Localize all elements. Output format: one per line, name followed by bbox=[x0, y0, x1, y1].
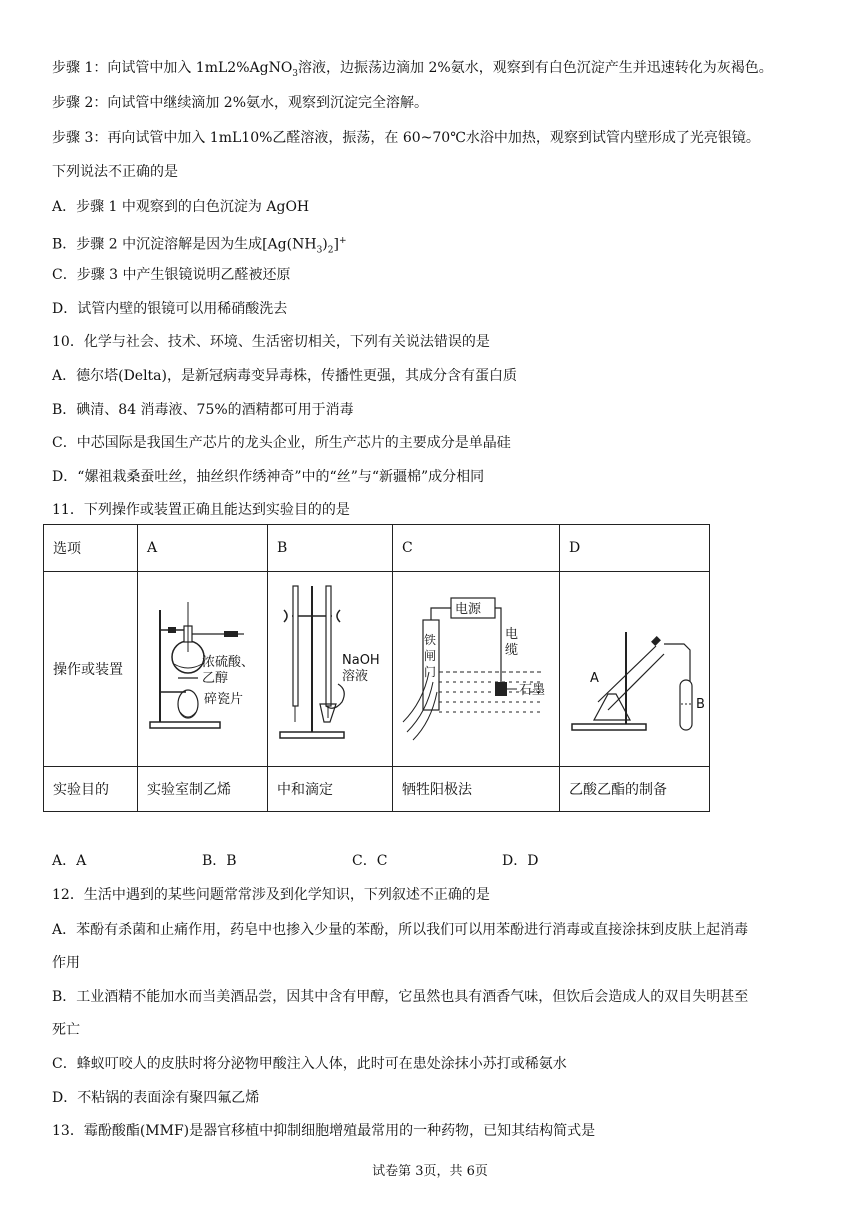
figure-d-cell bbox=[560, 572, 710, 767]
figure-b-cell bbox=[268, 572, 393, 767]
purpose-cell: 牺牲阳极法 bbox=[393, 767, 560, 812]
q12-stem: 12．生活中遇到的某些问题常常涉及到化学知识，下列叙述不正确的是 bbox=[52, 887, 490, 903]
titration-figure bbox=[268, 572, 392, 762]
label-solution: 溶液 bbox=[342, 669, 369, 684]
q9-option-a: A．步骤 1 中观察到的白色沉淀为 AgOH bbox=[52, 199, 310, 215]
header-cell: D bbox=[560, 525, 710, 572]
label-iron-2: 闸 bbox=[424, 649, 437, 663]
figure-c-cell bbox=[393, 572, 560, 767]
q11-table bbox=[43, 524, 710, 812]
q12-option-d: D．不粘锅的表面涂有聚四氟乙烯 bbox=[52, 1090, 260, 1106]
row-label: 操作或装置 bbox=[44, 572, 138, 767]
q12-option-a: A．苯酚有杀菌和止痛作用，药皂中也掺入少量的苯酚，所以我们可以用苯酚进行消毒或直接涂抹到皮肤上起消毒 bbox=[52, 922, 749, 938]
q13-stem: 13．霉酚酸酯(MMF)是器官移植中抑制细胞增殖最常用的一种药物，已知其结构简式是 bbox=[52, 1123, 596, 1139]
q12-option-a-cont: 作用 bbox=[52, 955, 80, 971]
label-cable-1: 电 bbox=[505, 627, 519, 642]
q11-answer-d: D．D bbox=[502, 853, 539, 869]
q9-option-d: D．试管内壁的银镜可以用稀硝酸洗去 bbox=[52, 301, 288, 317]
label-power-source: 电源 bbox=[455, 602, 482, 617]
header-cell: A bbox=[138, 525, 268, 572]
q11-answer-b: B．B bbox=[202, 853, 237, 869]
q10-option-c: C．中芯国际是我国生产芯片的龙头企业，所生产芯片的主要成分是单晶硅 bbox=[52, 435, 511, 451]
step-1: 步骤 1：向试管中加入 1mL2%AgNO$_3$溶液，边振荡边滴加 2%氨水，观察到有白色沉淀产生并迅速转化为灰褐色。 bbox=[52, 60, 773, 79]
step-2: 步骤 2：向试管中继续滴加 2%氨水，观察到沉淀完全溶解。 bbox=[52, 95, 429, 111]
page-footer: 试卷第 3页，共 6页 bbox=[372, 1164, 488, 1179]
q12-option-b-cont: 死亡 bbox=[52, 1022, 80, 1038]
label-concentrated-acid: 浓硫酸、 bbox=[202, 655, 255, 670]
purpose-cell: 实验室制乙烯 bbox=[138, 767, 268, 812]
header-cell: B bbox=[268, 525, 393, 572]
label-ethanol: 乙醇 bbox=[202, 671, 229, 686]
label-cable-2: 缆 bbox=[505, 643, 519, 658]
q12-option-b: B．工业酒精不能加水而当美酒品尝，因其中含有甲醇，它虽然也具有酒香气味，但饮后会造成人的双目失明甚至 bbox=[52, 989, 749, 1005]
header-cell: 选项 bbox=[44, 525, 138, 572]
q10-option-a: A．德尔塔(Delta)，是新冠病毒变异毒株，传播性更强，其成分含有蛋白质 bbox=[52, 368, 517, 384]
label-naoh: NaOH bbox=[342, 653, 380, 668]
q10-stem: 10．化学与社会、技术、环境、生活密切相关，下列有关说法错误的是 bbox=[52, 334, 490, 350]
q10-option-d: D．“嫘祖栽桑蚕吐丝，抽丝织作绣神奇”中的“丝”与“新疆棉”成分相同 bbox=[52, 469, 485, 485]
q9-option-b: B．步骤 2 中沉淀溶解是因为生成$[Ag(NH_3)_2]^+$ bbox=[52, 236, 347, 256]
ethylene-apparatus-figure bbox=[138, 572, 267, 762]
label-graphite: 石墨 bbox=[519, 683, 546, 698]
label-porcelain-chips: 碎瓷片 bbox=[204, 692, 244, 707]
step-3: 步骤 3：再向试管中加入 1mL10%乙醛溶液，振荡，在 60~70℃水浴中加热，观察到试管内壁形成了光亮银镜。 bbox=[52, 130, 760, 146]
q9-stem: 下列说法不正确的是 bbox=[52, 164, 178, 180]
q10-option-b: B．碘清、84 消毒液、75%的酒精都可用于消毒 bbox=[52, 402, 354, 418]
label-iron-3: 门 bbox=[424, 665, 437, 679]
purpose-cell: 中和滴定 bbox=[268, 767, 393, 812]
ester-preparation-figure bbox=[560, 572, 709, 762]
q11-stem: 11．下列操作或装置正确且能达到实验目的的是 bbox=[52, 502, 350, 518]
sacrificial-anode-figure bbox=[393, 572, 559, 762]
header-cell: C bbox=[393, 525, 560, 572]
label-b: B bbox=[696, 697, 705, 712]
figure-a-cell bbox=[138, 572, 268, 767]
label-iron-1: 铁 bbox=[424, 633, 437, 647]
q12-option-c: C．蜂蚁叮咬人的皮肤时将分泌物甲酸注入人体，此时可在患处涂抹小苏打或稀氨水 bbox=[52, 1056, 567, 1072]
purpose-cell: 乙酸乙酯的制备 bbox=[560, 767, 710, 812]
label-a: A bbox=[590, 671, 599, 686]
q11-answer-a: A．A bbox=[52, 853, 87, 869]
row-label: 实验目的 bbox=[44, 767, 138, 812]
q11-answer-c: C．C bbox=[352, 853, 388, 869]
q9-option-c: C．步骤 3 中产生银镜说明乙醛被还原 bbox=[52, 267, 291, 283]
